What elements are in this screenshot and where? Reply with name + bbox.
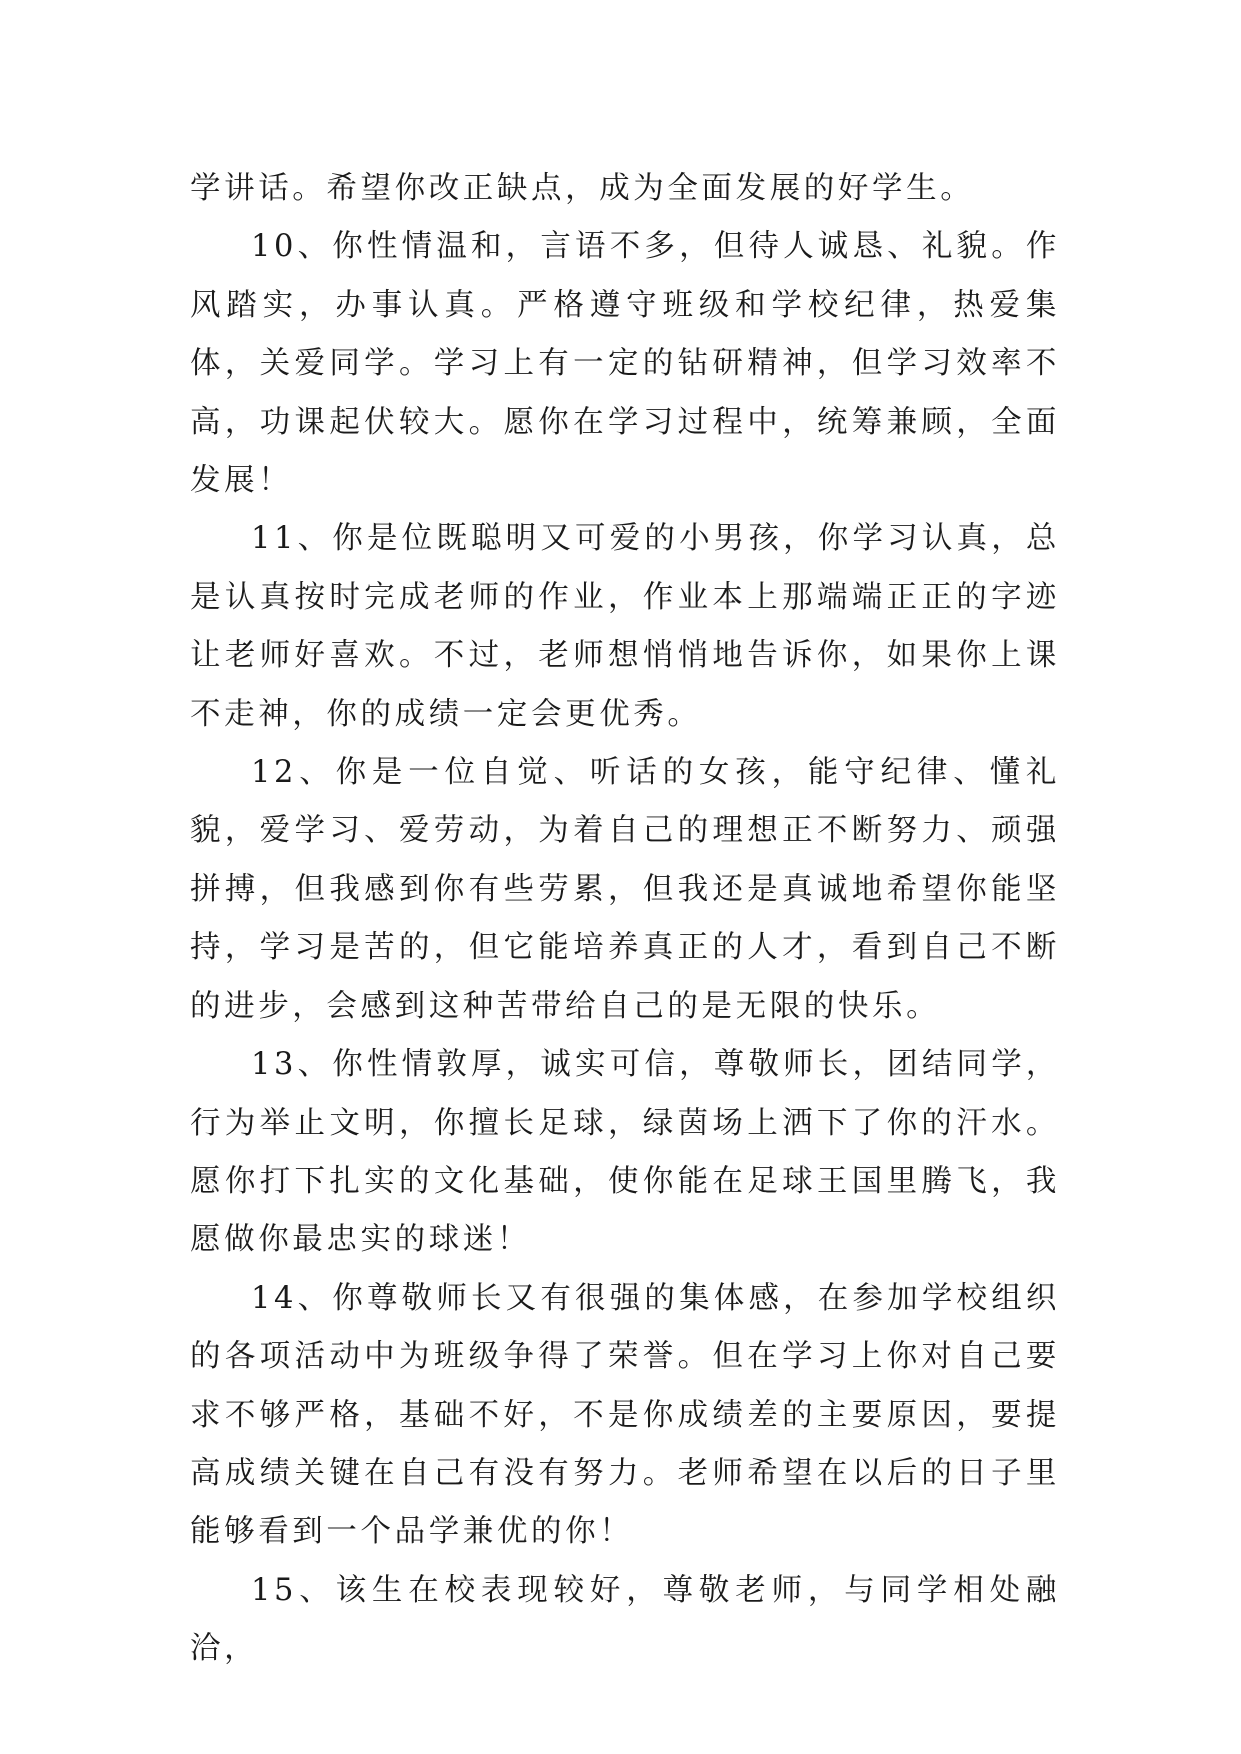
paragraph-comment-14: 14、你尊敬师长又有很强的集体感，在参加学校组织的各项活动中为班级争得了荣誉。但在学习上你对自己要求不够严格，基础不好，不是你成绩差的主要原因，要提高成绩关键在自己有没有努力。老师希望在以后的日子里能够看到一个品学兼优的你！: [190, 1280, 1060, 1550]
paragraph-comment-12: 12、你是一位自觉、听话的女孩，能守纪律、懂礼貌，爱学习、爱劳动，为着自己的理想正不断努力、顽强拼搏，但我感到你有些劳累，但我还是真诚地希望你能坚持，学习是苦的，但它能培养真正的人才，看到自己不断的进步，会感到这种苦带给自己的是无限的快乐。: [190, 755, 1060, 1024]
paragraph-continuation: 学讲话。希望你改正缺点，成为全面发展的好学生。: [190, 171, 975, 206]
paragraph-comment-15: 15、该生在校表现较好，尊敬老师，与同学相处融洽，: [190, 1572, 1060, 1667]
document-body: [190, 160, 1060, 1679]
paragraph-comment-11: 11、你是位既聪明又可爱的小男孩，你学习认真，总是认真按时完成老师的作业，作业本上那端端正正的字迹让老师好喜欢。不过，老师想悄悄地告诉你，如果你上课不走神，你的成绩一定会更优秀。: [190, 521, 1060, 732]
paragraph-comment-13: 13、你性情敦厚，诚实可信，尊敬师长，团结同学，行为举止文明，你擅长足球，绿茵场上洒下了你的汗水。愿你打下扎实的文化基础，使你能在足球王国里腾飞，我愿做你最忠实的球迷！: [190, 1047, 1060, 1258]
paragraph-comment-10: 10、你性情温和，言语不多，但待人诚恳、礼貌。作风踏实，办事认真。严格遵守班级和学校纪律，热爱集体，关爱同学。学习上有一定的钻研精神，但学习效率不高，功课起伏较大。愿你在学习过程中，统筹兼顾，全面发展！: [190, 229, 1060, 499]
